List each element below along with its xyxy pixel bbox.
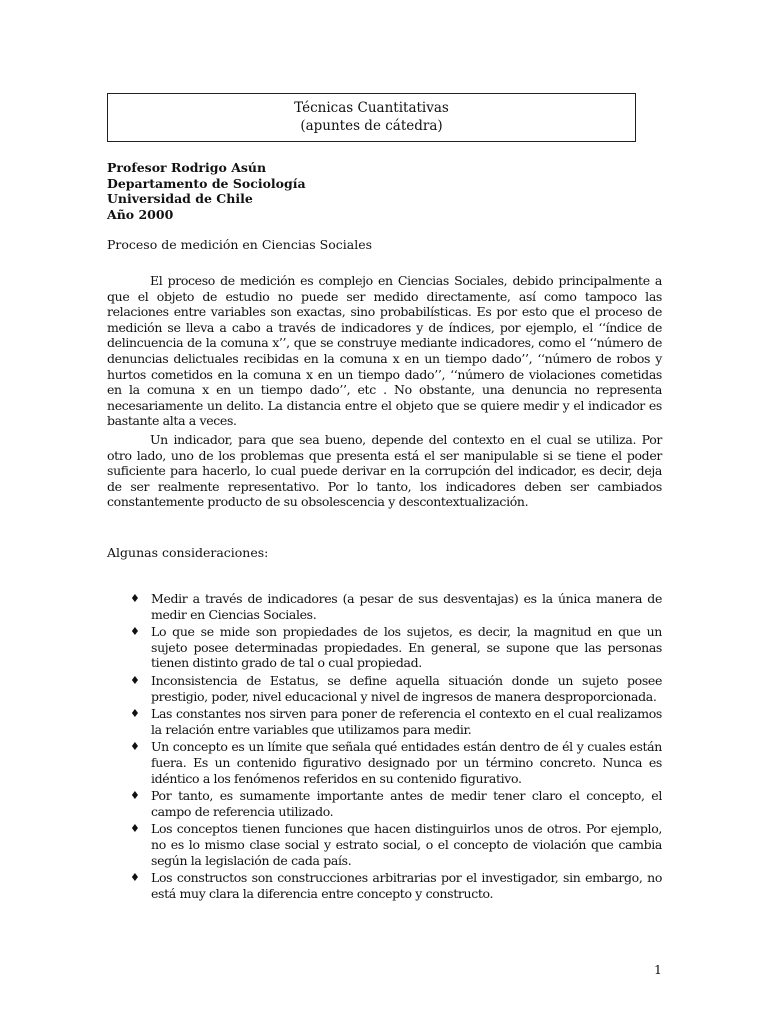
diamond-bullet-icon: ♦: [130, 673, 140, 687]
year: Año 2000: [107, 206, 174, 222]
list-item: [130, 821, 662, 868]
university-name: Universidad de Chile: [107, 191, 253, 206]
diamond-bullet-icon: ♦: [130, 822, 140, 836]
diamond-bullet-icon: ♦: [130, 707, 140, 721]
list-item-text: Lo que se mide son propiedades de los sujetos, es decir, la magnitud en que un sujeto posee determinadas propiedades. En general, se supone que las personas tienen distinto grado de tal o cual propiedad.: [151, 624, 662, 671]
page-number: 1: [654, 962, 662, 977]
list-item-text: Medir a través de indicadores (a pesar de sus desventajas) es la única manera de medir en Ciencias Sociales.: [151, 591, 662, 622]
professor-name: Profesor Rodrigo Asún: [107, 160, 267, 175]
list-item: [130, 870, 662, 901]
list-item: [130, 788, 662, 819]
author-block: [107, 160, 647, 222]
list-item-text: Los conceptos tienen funciones que hacen distinguirlos unos de otros. Por ejemplo, no es lo mismo clase social y estrato social, o el concepto de violación que cambia según la legislación de cada país.: [151, 821, 662, 868]
list-item: [130, 706, 662, 737]
title-line-2: (apuntes de cátedra): [300, 118, 443, 134]
list-item: [130, 673, 662, 704]
title-line-1: Técnicas Cuantitativas: [294, 100, 449, 116]
list-item-text: Inconsistencia de Estatus, se define aquella situación donde un sujeto posee prestigio, poder, nivel educacional y nivel de ingresos de manera desproporcionada.: [151, 672, 662, 704]
list-item: [130, 739, 662, 786]
diamond-bullet-icon: ♦: [130, 871, 140, 885]
title-box: [107, 93, 636, 142]
paragraph-1: El proceso de medición es complejo en Ciencias Sociales, debido principalmente a que el objeto de estudio no puede ser medido directamente, así como tampoco las relaciones entre variables son exactas, sino probabilísticas. Es por esto que el proceso de medición se lleva a cabo a través de indicadores y de índices, por ejemplo, el ‘‘índice de delincuencia de la comuna x’’, que se construye mediante indicadores, como el ‘‘número de denuncias delictuales recibidas en la comuna x en un tiempo dado’’, ‘‘número de robos y hurtos cometidos en la comuna x en un tiempo dado’’, ‘‘número de violaciones cometidas en la comuna x en un tiempo dado’’, etc . No obstante, una denuncia no representa necesariamente un delito. La distancia entre el objeto que se quiere medir y el indicador es bastante alta a veces.: [107, 273, 662, 429]
list-item-text: Las constantes nos sirven para poner de referencia el contexto en el cual realizamos la relación entre variables que utilizamos para medir.: [151, 706, 662, 737]
list-item-text: Los constructos son construcciones arbitrarias por el investigador, sin embargo, no está muy clara la diferencia entre concepto y constructo.: [151, 870, 662, 901]
diamond-bullet-icon: ♦: [130, 625, 140, 639]
list-item: [130, 591, 662, 622]
considerations-heading: Algunas consideraciones:: [107, 545, 269, 560]
diamond-bullet-icon: ♦: [130, 592, 140, 605]
paragraph-2: Un indicador, para que sea bueno, depende del contexto en el cual se utiliza. Por otro lado, uno de los problemas que presenta está el ser manipulable si se tiene el poder suficiente para hacerlo, lo cual puede derivar en la corrupción del indicador, es decir, deja de ser realmente representativo. Por lo tanto, los indicadores deben ser cambiados constantemente producto de su obsolescencia y descontextualización.: [107, 432, 662, 510]
list-item-text: Un concepto es un límite que señala qué entidades están dentro de él y cuales están fuera. Es un contenido figurativo designado por un término concreto. Nunca es idéntico a los fenómenos referidos en su contenido figurativo.: [151, 739, 662, 786]
department-name: Departamento de Sociología: [107, 175, 306, 191]
diamond-bullet-icon: ♦: [130, 740, 140, 754]
diamond-bullet-icon: ♦: [130, 789, 140, 803]
section-heading: Proceso de medición en Ciencias Sociales: [107, 237, 373, 252]
list-item: [130, 624, 662, 671]
considerations-list: [130, 591, 662, 903]
list-item-text: Por tanto, es sumamente importante antes de medir tener claro el concepto, el campo de referencia utilizado.: [151, 788, 662, 819]
